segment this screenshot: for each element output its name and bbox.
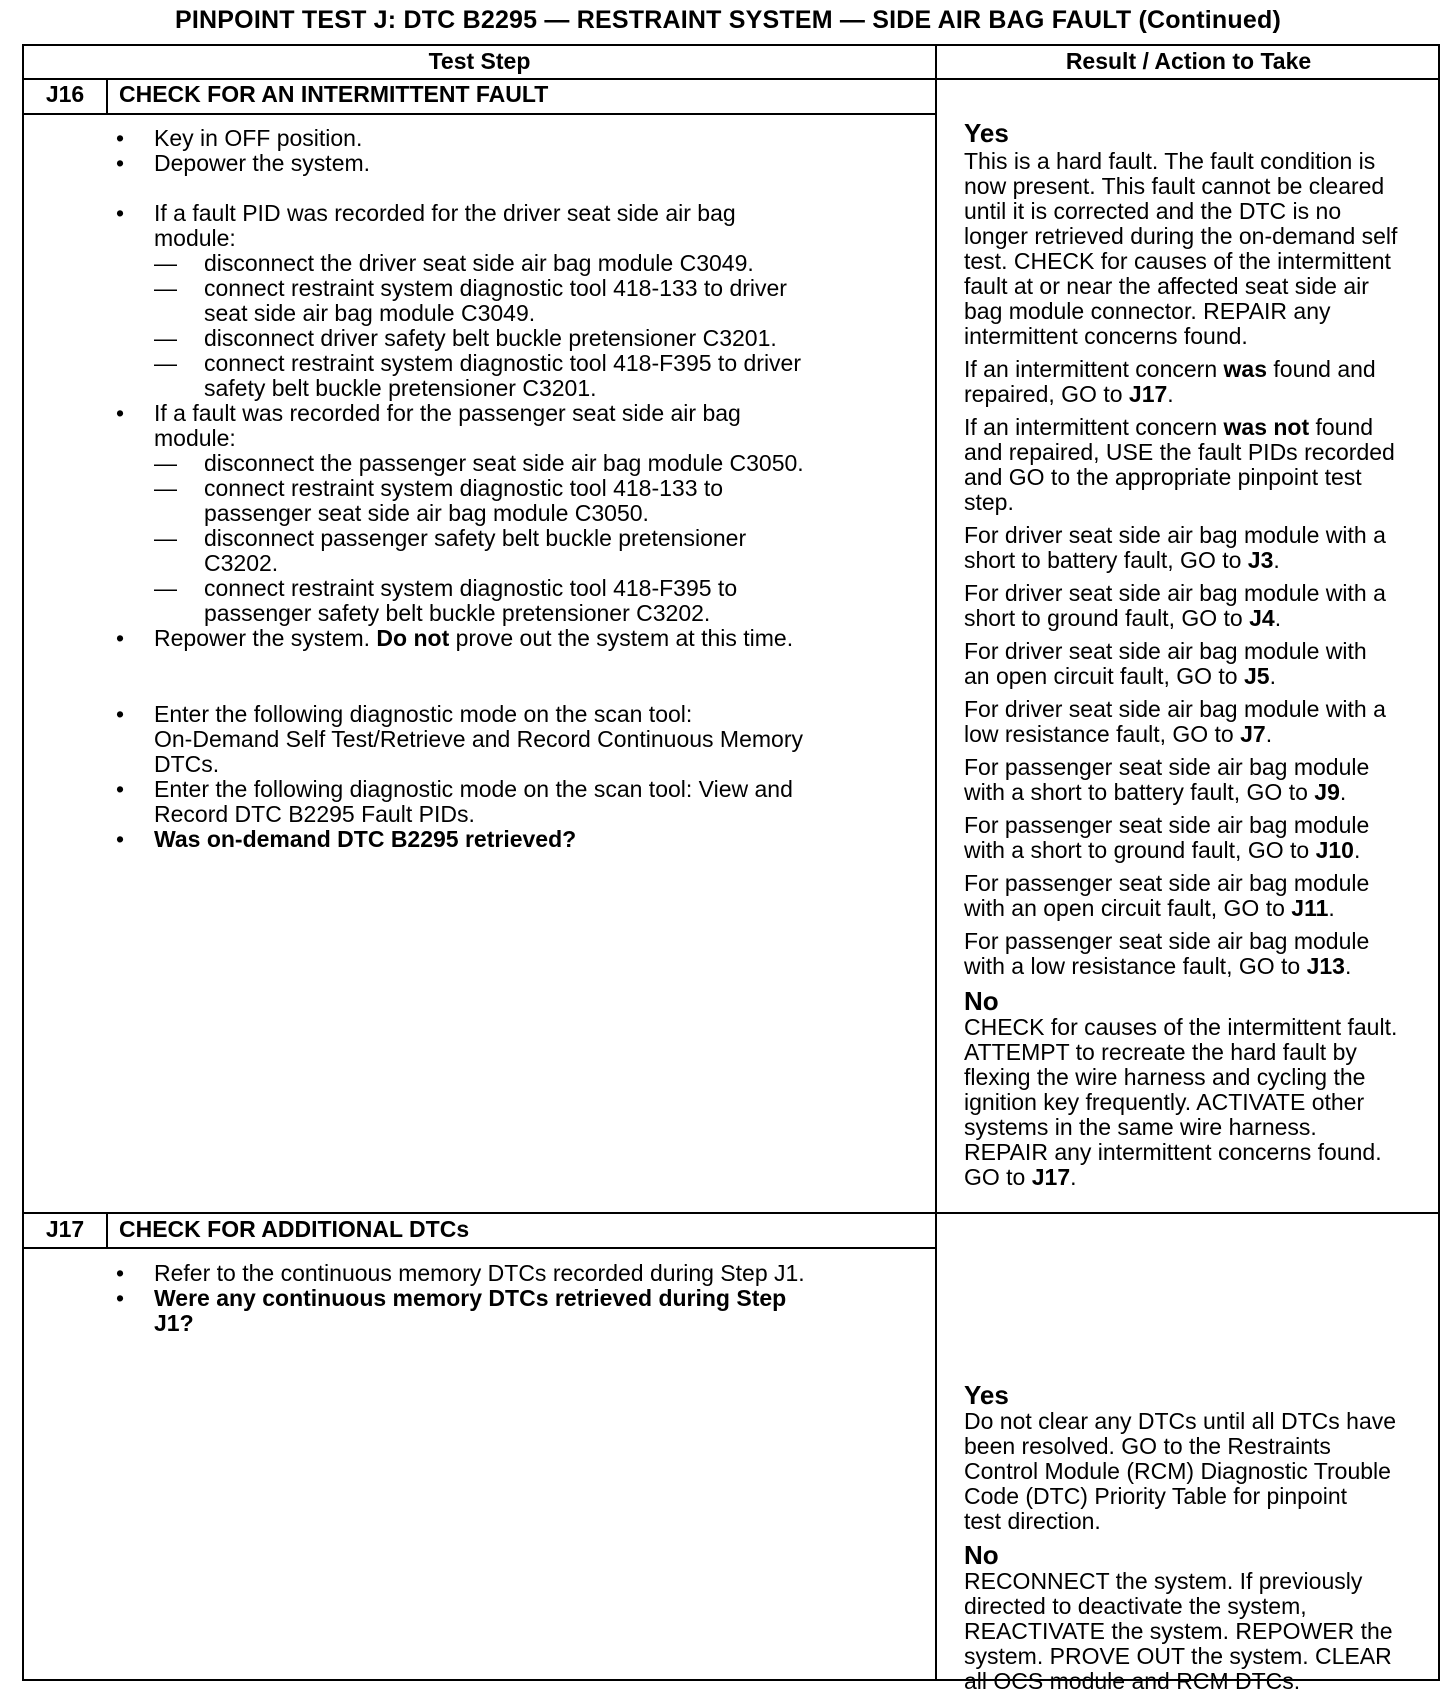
row-divider [24,1212,1438,1214]
j16-goto-line: For driver seat side air bag module with a [964,696,1386,722]
j16-substep-line: disconnect driver safety belt buckle pretensioner C3201. [204,325,777,351]
j17-yes-text: test direction. [964,1508,1101,1534]
j16-substep-line: disconnect the passenger seat side air bag module C3050. [204,450,804,476]
j16-step-line: If a fault PID was recorded for the driver seat side air bag [154,200,736,226]
step-header-divider [24,1247,935,1249]
j16-yes-label: Yes [964,118,1009,148]
j16-yes-text: until it is corrected and the DTC is no [964,198,1342,224]
j17-no-text: directed to deactivate the system, [964,1593,1307,1619]
dash: — [154,575,177,601]
j16-goto-line: short to battery fault, GO to J3. [964,547,1280,573]
step-number-j17: J17 [45,1216,85,1242]
j16-no-text: ignition key frequently. ACTIVATE other [964,1089,1365,1115]
j16-yes-text: now present. This fault cannot be cleared [964,173,1385,199]
j17-question: J1? [154,1310,194,1336]
j16-goto-line: with an open circuit fault, GO to J11. [964,895,1335,921]
j16-substep-line: passenger seat side air bag module C3050. [204,500,649,526]
j16-substep-line: connect restraint system diagnostic tool 418-133 to [204,475,724,501]
j16-step-line: Repower the system. Do not prove out the system at this time. [154,625,794,651]
j16-yes-text: step. [964,489,1014,515]
j16-step-line: module: [154,425,236,451]
j16-substep-line: disconnect the driver seat side air bag module C3049. [204,250,754,276]
j16-no-text: GO to J17. [964,1164,1077,1190]
j16-step-line: Depower the system. [154,150,371,176]
j16-substep-line: connect restraint system diagnostic tool 418-F395 to [204,575,738,601]
j17-question: Were any continuous memory DTCs retrieved during Step [154,1285,787,1311]
j17-yes-text: Control Module (RCM) Diagnostic Trouble [964,1458,1391,1484]
j17-yes-text: Code (DTC) Priority Table for pinpoint [964,1483,1348,1509]
j16-yes-text: intermittent concerns found. [964,323,1248,349]
j16-yes-text: repaired, GO to J17. [964,381,1174,407]
j17-no-text: REACTIVATE the system. REPOWER the [964,1618,1393,1644]
bullet: • [116,826,125,852]
j16-no-text: systems in the same wire harness. [964,1114,1317,1140]
j17-no-text: RECONNECT the system. If previously [964,1568,1363,1594]
bullet: • [116,125,125,151]
dash: — [154,450,177,476]
j16-substep-line: C3202. [204,550,279,576]
j16-step-line: On-Demand Self Test/Retrieve and Record Continuous Memory [154,726,803,752]
page-title: PINPOINT TEST J: DTC B2295 — RESTRAINT SYSTEM — SIDE AIR BAG FAULT (Continued) [175,6,1281,34]
j16-question: Was on-demand DTC B2295 retrieved? [154,826,577,852]
j16-yes-text: This is a hard fault. The fault condition is [964,148,1376,174]
dash: — [154,475,177,501]
bullet: • [116,776,125,802]
j16-no-text: REPAIR any intermittent concerns found. [964,1139,1382,1165]
step-title-j16: CHECK FOR AN INTERMITTENT FAULT [119,81,549,107]
j16-step-line: Enter the following diagnostic mode on the scan tool: [154,701,693,727]
j16-substep-line: safety belt buckle pretensioner C3201. [204,375,597,401]
header-divider [24,78,1438,80]
dash: — [154,325,177,351]
j16-yes-text: If an intermittent concern was found and [964,356,1376,382]
j17-no-text: all OCS module and RCM DTCs. [964,1668,1301,1694]
step-header-divider [24,113,935,115]
header-result: Result / Action to Take [1065,48,1312,74]
dash: — [154,275,177,301]
j16-yes-text: and repaired, USE the fault PIDs recorded [964,439,1395,465]
j16-goto-line: For passenger seat side air bag module [964,812,1370,838]
j16-substep-line: seat side air bag module C3049. [204,300,536,326]
j16-step-line: Enter the following diagnostic mode on the scan tool: View and [154,776,793,802]
j16-goto-line: For driver seat side air bag module with a [964,522,1386,548]
j16-substep-line: connect restraint system diagnostic tool 418-F395 to driver [204,350,802,376]
j16-substep-line: disconnect passenger safety belt buckle pretensioner [204,525,747,551]
j16-goto-line: with a short to ground fault, GO to J10. [964,837,1361,863]
bullet: • [116,1285,125,1311]
bullet: • [116,625,125,651]
j16-no-text: flexing the wire harness and cycling the [964,1064,1366,1090]
j16-goto-line: For driver seat side air bag module with [964,638,1367,664]
step-title-j17: CHECK FOR ADDITIONAL DTCs [119,1216,470,1242]
j17-no-text: system. PROVE OUT the system. CLEAR [964,1643,1392,1669]
j16-yes-text: fault at or near the affected seat side air [964,273,1369,299]
j16-goto-line: low resistance fault, GO to J7. [964,721,1273,747]
column-divider [935,46,937,1679]
diagnostic-table [22,44,1440,1694]
bullet: • [116,150,125,176]
j16-goto-line: with a short to battery fault, GO to J9. [964,779,1347,805]
j17-yes-text: Do not clear any DTCs until all DTCs have [964,1408,1397,1434]
j16-no-label: No [964,986,999,1016]
bullet: • [116,1260,125,1286]
j16-no-text: ATTEMPT to recreate the hard fault by [964,1039,1357,1065]
j16-yes-text: longer retrieved during the on-demand self [964,223,1398,249]
j16-yes-text: and GO to the appropriate pinpoint test [964,464,1362,490]
j16-step-line: If a fault was recorded for the passenger seat side air bag [154,400,741,426]
j17-no-label: No [964,1540,999,1570]
j17-yes-text: been resolved. GO to the Restraints [964,1433,1331,1459]
j16-yes-text: bag module connector. REPAIR any [964,298,1331,324]
dash: — [154,350,177,376]
step-number-j16: J16 [45,81,85,107]
step-number-divider [106,1213,108,1247]
j16-goto-line: with a low resistance fault, GO to J13. [964,953,1352,979]
j16-step-line: DTCs. [154,751,220,777]
j16-yes-text: test. CHECK for causes of the intermittent [964,248,1391,274]
j17-yes-label: Yes [964,1380,1009,1410]
j16-step-line: Key in OFF position. [154,125,363,151]
j16-step-line: Record DTC B2295 Fault PIDs. [154,801,475,827]
dash: — [154,250,177,276]
bullet: • [116,200,125,226]
j16-goto-line: short to ground fault, GO to J4. [964,605,1282,631]
j16-goto-line: For driver seat side air bag module with a [964,580,1386,606]
bullet: • [116,701,125,727]
j16-goto-line: For passenger seat side air bag module [964,928,1370,954]
j16-substep-line: connect restraint system diagnostic tool 418-133 to driver [204,275,787,301]
bullet: • [116,400,125,426]
header-test-step: Test Step [428,48,531,74]
dash: — [154,525,177,551]
j16-step-line: module: [154,225,236,251]
j16-goto-line: For passenger seat side air bag module [964,870,1370,896]
j16-substep-line: passenger safety belt buckle pretensioner C3202. [204,600,711,626]
step-number-divider [106,79,108,113]
j16-no-text: CHECK for causes of the intermittent fault. [964,1014,1398,1040]
j16-goto-line: an open circuit fault, GO to J5. [964,663,1276,689]
j17-step-line: Refer to the continuous memory DTCs recorded during Step J1. [154,1260,805,1286]
j16-yes-text: If an intermittent concern was not found [964,414,1374,440]
j16-goto-line: For passenger seat side air bag module [964,754,1370,780]
